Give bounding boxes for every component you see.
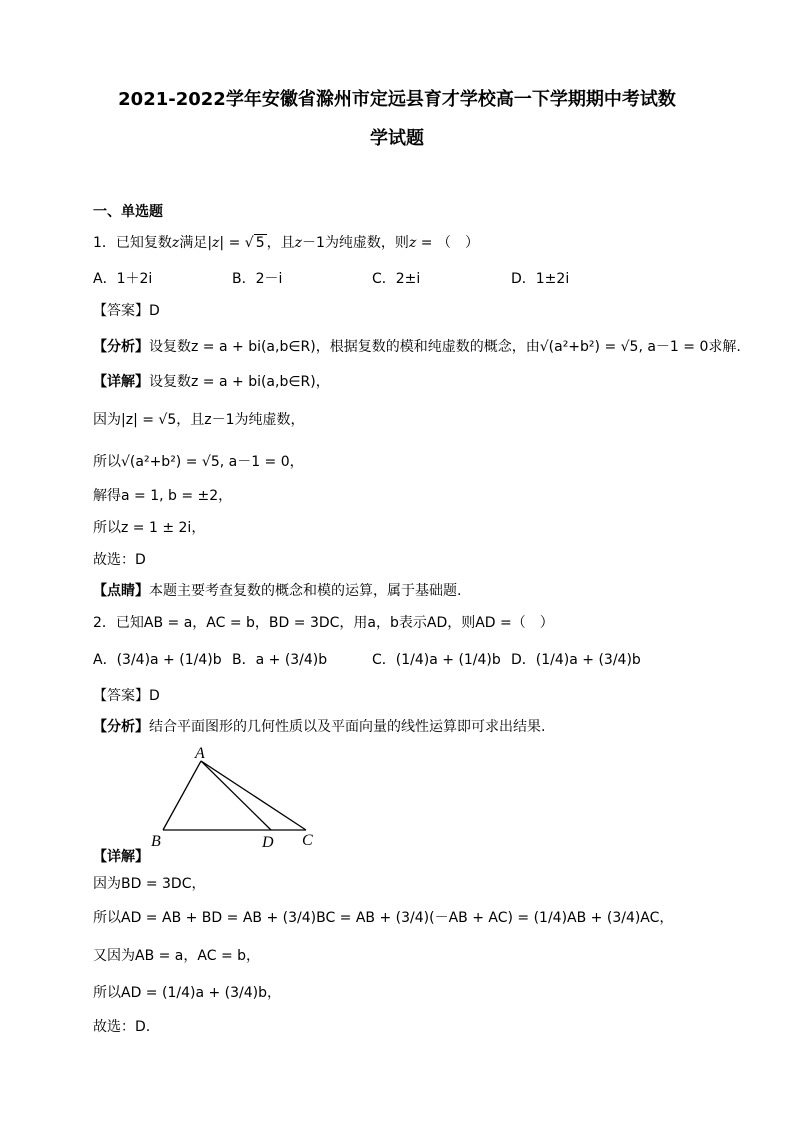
q1-stem-part: （ ） [436, 235, 479, 251]
doc-title-line2: 学试题 [370, 128, 424, 149]
q1-answer: 【答案】D [93, 303, 160, 319]
label-c: C [302, 832, 313, 849]
q2-stem: 2．已知AB = a，AC = b，BD = 3DC，用a，b表示AD，则AD =（ ） [93, 615, 554, 631]
q2-detail-3: 又因为AB = a，AC = b， [93, 948, 261, 964]
label-d: D [262, 834, 274, 851]
q1-detail-text: 设复数z = a + bi(a,b∈R)， [149, 374, 330, 390]
q1-detail-4: 解得a = 1, b = ±2， [93, 488, 233, 504]
comment-tag: 【点睛】 [93, 583, 149, 599]
q1-stem-part: 满足 [179, 235, 208, 251]
q2-detail-tag: 【详解】 [93, 849, 149, 865]
q1-stem-part: ，且 [266, 235, 295, 251]
sqrt5: 5 [255, 235, 265, 251]
q1-option-c: C．2±i [372, 271, 421, 287]
q1-option-d: D．1±2i [511, 271, 570, 287]
q1-stem: 1．已知复数z满足|z| = √ 5 ，且z－1为纯虚数，则z = （ ） [93, 235, 479, 251]
q2-detail-4: 所以AD = (1/4)a + (3/4)b， [93, 985, 281, 1001]
analysis-tag: 【分析】 [93, 719, 149, 735]
q2-analysis [93, 717, 545, 737]
var-z: z [408, 235, 417, 251]
q1-option-a: A．1＋2i [93, 271, 153, 287]
q2-detail-2: 所以AD = AB + BD = AB + (3/4)BC = AB + (3/4)(－AB + AC) = (1/4)AB + (3/4)AC， [93, 910, 674, 926]
analysis-tag: 【分析】 [93, 339, 149, 355]
var-z: z [171, 235, 180, 251]
edge-ac [201, 761, 306, 830]
q2-detail-1: 因为BD = 3DC， [93, 876, 206, 892]
triangle-figure [145, 742, 325, 852]
q1-option-b: B．2－i [232, 271, 283, 287]
var-z: z [294, 235, 303, 251]
var-z: z [212, 235, 220, 251]
q1-detail-3: 所以√(a²+b²) = √5, a－1 = 0， [93, 454, 304, 470]
q2-option-b: B．a + (3/4)b [232, 652, 328, 668]
q1-detail-5: 所以z = 1 ± 2i， [93, 520, 206, 536]
q2-detail-5: 故选：D. [93, 1019, 151, 1035]
q2-analysis-text: 结合平面图形的几何性质以及平面向量的线性运算即可求出结果. [149, 719, 546, 735]
q1-stem-part: 为纯虚数，则 [324, 235, 409, 251]
label-a: A [195, 745, 205, 762]
label-b: B [151, 833, 161, 850]
q1-detail-2: 因为|z| = √5，且z－1为纯虚数， [93, 412, 305, 428]
q2-option-a: A．(3/4)a + (1/4)b [93, 652, 222, 668]
q1-comment [93, 581, 461, 601]
q1-detail-6: 故选：D [93, 552, 146, 568]
detail-tag: 【详解】 [93, 374, 149, 390]
doc-title-line1: 2021-2022学年安徽省滁州市定远县育才学校高一下学期期中考试数 [118, 89, 676, 110]
edge-ab [163, 761, 201, 830]
q2-option-d: D．(1/4)a + (3/4)b [511, 652, 641, 668]
q1-analysis [93, 337, 741, 357]
q1-stem-part: 1．已知复数 [93, 235, 172, 251]
q2-option-c: C．(1/4)a + (1/4)b [372, 652, 501, 668]
section-heading: 一、单选题 [93, 204, 163, 220]
edge-ad [201, 761, 271, 830]
q1-comment-text: 本题主要考查复数的概念和模的运算，属于基础题. [149, 583, 462, 599]
q1-detail-1 [93, 372, 330, 392]
q1-analysis-text: 设复数z = a + bi(a,b∈R)，根据复数的模和纯虚数的概念，由√(a²+b²) = √5, a－1 = 0求解. [149, 339, 741, 355]
q2-answer: 【答案】D [93, 688, 160, 704]
